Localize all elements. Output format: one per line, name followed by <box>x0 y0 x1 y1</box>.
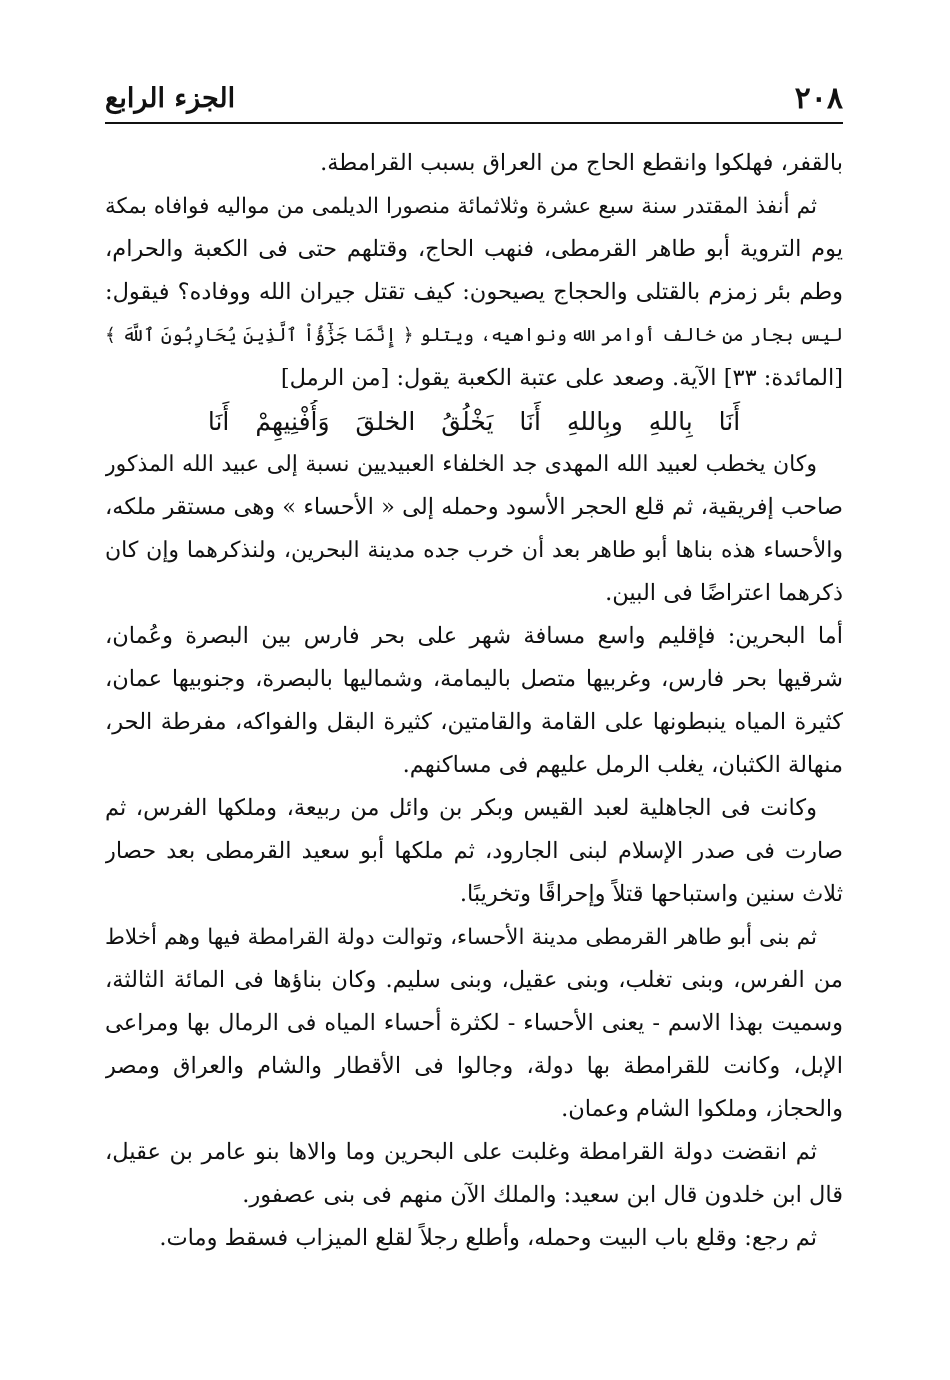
text-line: وسميت بهذا الاسم - يعنى الأحساء - لكثرة أحساء المياه فى الرمال بها ومراعى <box>105 1010 843 1036</box>
page-number: ٢٠٨ <box>794 81 843 116</box>
text-line: يوم التروية أبو طاهر القرمطى، فنهب الحاج، وقتلهم حتى فى الكعبة والحرام، <box>105 236 843 262</box>
text-line: ثم بنى أبو طاهر القرمطى مدينة الأحساء، وتوالت دولة القرامطة فيها وهم أخلاط <box>105 925 817 950</box>
text-line: من الفرس، وبنى تغلب، وبنى عقيل، وبنى سليم. وكان بناؤها فى المائة الثالثة، <box>105 967 843 993</box>
text-line: أما البحرين: فإقليم واسع مسافة شهر على بحر فارس بين البصرة وعُمان، <box>105 623 843 649</box>
text-line: والحجاز، وملكوا الشام وعمان. <box>561 1096 843 1122</box>
text-line: ثلاث سنين واستباحها قتلاً وإحراقًا وتخريبًا. <box>459 881 843 907</box>
text-line: ثم رجع: وقلع باب البيت وحمله، وأطلع رجلاً لقلع الميزاب فسقط ومات. <box>159 1225 817 1251</box>
poetry-verse: أَنَا بِاللهِ وبِاللهِ أَنَا يَخْلُقُ الخلقَ وَأُفْنِيهِمْ أَنَا <box>207 407 741 436</box>
text-line: صارت فى صدر الإسلام لبنى الجارود، ثم ملكها أبو سعيد القرمطى بعد حصار <box>105 838 843 864</box>
text-line: وكانت فى الجاهلية لعبد القيس وبكر بن وائل من ربيعة، وملكها الفرس، ثم <box>105 795 817 821</box>
text-line: قال ابن خلدون قال ابن سعيد: والملك الآن منهم فى بنى عصفور. <box>242 1182 843 1208</box>
header-rule <box>105 122 843 124</box>
page-header <box>105 78 843 124</box>
text-line: وكان يخطب لعبيد الله المهدى جد الخلفاء العبيديين نسبة إلى عبيد الله المذكور <box>105 452 817 477</box>
text-line: كثيرة المياه ينبطونها على القامة والقامتين، كثيرة البقل والفواكه، مفرطة الحر، <box>105 709 843 735</box>
text-line: شرقيها بحر فارس، وغربيها متصل باليمامة، وشماليها بالبصرة، وجنوبيها عمان، <box>105 666 843 692</box>
text-line: منهالة الكثبان، يغلب الرمل عليهم فى مساكنهم. <box>402 752 843 778</box>
text-line: والأحساء هذه بناها أبو طاهر بعد أن خرب جده مدينة البحرين، ولنذكرهما وإن كان <box>105 538 843 563</box>
text-line: وطم بئر زمزم بالقتلى والحجاج يصيحون: كيف تقتل جيران الله ووفاده؟ فيقول: <box>105 279 843 305</box>
text-line: [المائدة: ٣٣] الآية. وصعد على عتبة الكعبة يقول: [من الرمل] <box>280 365 843 391</box>
running-title: الجزء الرابع <box>105 83 236 114</box>
text-line: بالقفر، فهلكوا وانقطع الحاج من العراق بسبب القرامطة. <box>320 150 843 176</box>
text-line: صاحب إفريقية، ثم قلع الحجر الأسود وحمله إلى « الأحساء » وهى مستقر ملكه، <box>105 494 843 520</box>
quran-verse-line: ليس بجار من خالف أوامر الله ونواهيه، ويتلو ﴿ إِنَّمَا جَزَٰٓؤُاْ ٱلَّذِينَ يُحَارِبُونَ ٱللَّهَ ﴾ <box>105 325 843 346</box>
text-line: ثم انقضت دولة القرامطة وغلبت على البحرين وما والاها بنو عامر بن عقيل، <box>105 1139 817 1165</box>
text-line: الإبل، وكانت للقرامطة بها دولة، وجالوا فى الأقطار والشام والعراق ومصر <box>105 1053 843 1079</box>
text-line: ذكرهما اعتراضًا فى البين. <box>605 580 843 606</box>
text-line: ثم أنفذ المقتدر سنة سبع عشرة وثلاثمائة منصورا الديلمى من مواليه فوافاه بمكة <box>105 194 817 219</box>
body-text <box>105 142 843 1260</box>
